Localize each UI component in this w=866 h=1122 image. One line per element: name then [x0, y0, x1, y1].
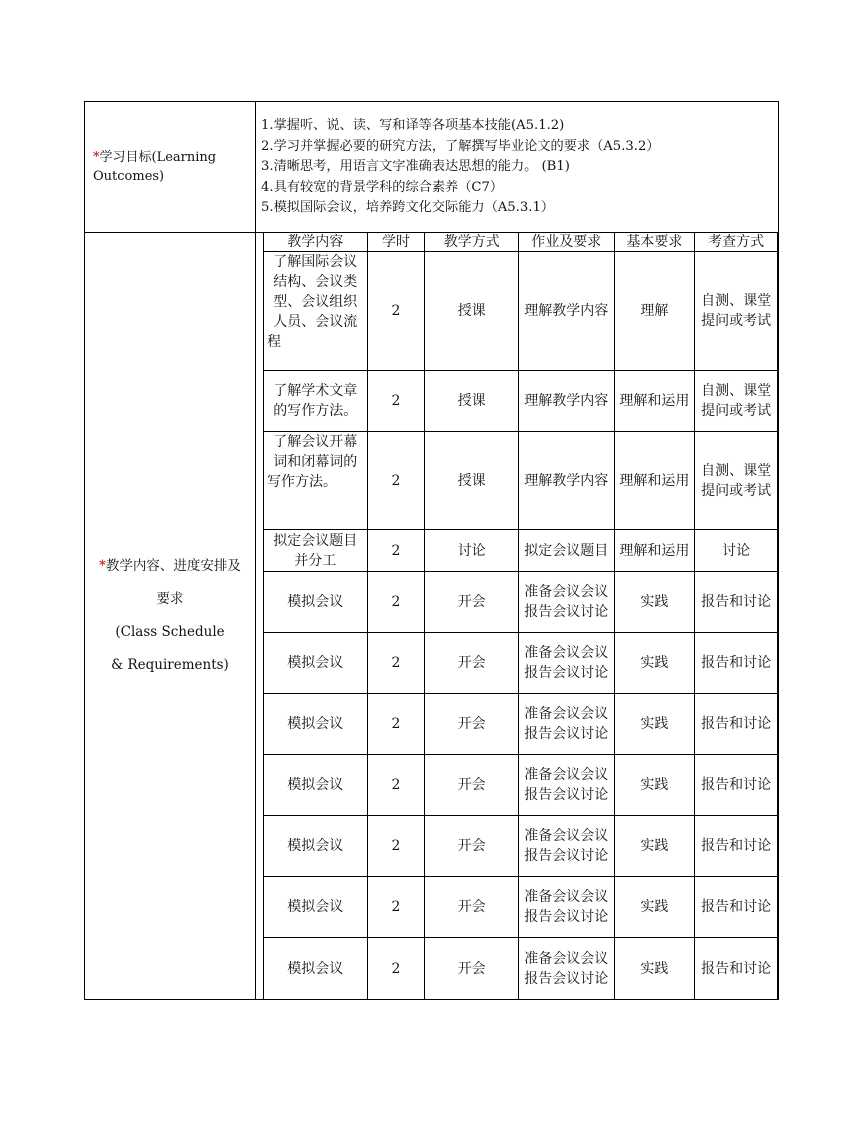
required-star: *	[99, 558, 106, 574]
learning-outcomes-row	[85, 102, 778, 233]
cell-method: 开会	[425, 816, 519, 877]
table-row	[264, 572, 778, 633]
cell-assessment: 报告和讨论	[695, 572, 778, 633]
cell-method: 授课	[425, 432, 519, 530]
table-row	[264, 694, 778, 755]
cell-homework: 准备会议会议报告会议讨论	[518, 755, 614, 816]
cell-content: 了解国际会议结构、会议类型、会议组织人员、会议流程	[264, 252, 368, 371]
cell-homework: 理解教学内容	[518, 252, 614, 371]
cell-assessment: 自测、课堂提问或考试	[695, 432, 778, 530]
cell-assessment: 报告和讨论	[695, 816, 778, 877]
cell-hours: 2	[367, 755, 425, 816]
cell-content: 模拟会议	[264, 755, 368, 816]
table-row	[264, 432, 778, 530]
cell-homework: 准备会议会议报告会议讨论	[518, 633, 614, 694]
cell-assessment: 报告和讨论	[695, 938, 778, 1000]
learning-outcomes-list	[261, 116, 774, 219]
table-row	[264, 252, 778, 371]
cell-content: 了解会议开幕词和闭幕词的写作方法。	[264, 432, 368, 530]
cell-basic: 理解和运用	[614, 432, 695, 530]
schedule-label-line2: 要求	[156, 591, 184, 607]
cell-assessment: 报告和讨论	[695, 633, 778, 694]
cell-content: 模拟会议	[264, 816, 368, 877]
cell-method: 开会	[425, 694, 519, 755]
cell-homework: 准备会议会议报告会议讨论	[518, 816, 614, 877]
cell-content: 模拟会议	[264, 694, 368, 755]
cell-homework: 准备会议会议报告会议讨论	[518, 694, 614, 755]
cell-hours: 2	[367, 252, 425, 371]
table-row	[264, 877, 778, 938]
outcome-item: 1.掌握听、说、读、写和译等各项基本技能(A5.1.2)	[261, 118, 565, 133]
outcome-item: 4.具有较宽的背景学科的综合素养（C7）	[261, 179, 504, 195]
cell-content: 模拟会议	[264, 938, 368, 1000]
outcome-item: 2.学习并掌握必要的研究方法，了解撰写毕业论文的要求（A5.3.2）	[261, 138, 660, 154]
schedule-table	[263, 233, 778, 1000]
cell-method: 授课	[425, 371, 519, 432]
cell-content: 拟定会议题目并分工	[264, 530, 368, 572]
required-star: *	[93, 150, 100, 165]
table-row	[264, 530, 778, 572]
cell-basic: 实践	[614, 633, 695, 694]
schedule-label-line1: 教学内容、进度安排及	[105, 558, 241, 574]
header-method: 教学方式	[425, 233, 519, 252]
cell-hours: 2	[367, 816, 425, 877]
cell-content: 了解学术文章的写作方法。	[264, 371, 368, 432]
learning-outcomes-label	[85, 102, 256, 232]
cell-assessment: 自测、课堂提问或考试	[695, 371, 778, 432]
cell-homework: 拟定会议题目	[518, 530, 614, 572]
cell-homework: 理解教学内容	[518, 432, 614, 530]
cell-hours: 2	[367, 694, 425, 755]
outcome-item: 5.模拟国际会议，培养跨文化交际能力（A5.3.1）	[261, 200, 555, 215]
cell-hours: 2	[367, 530, 425, 572]
cell-basic: 实践	[614, 877, 695, 938]
table-row	[264, 938, 778, 1000]
table-row	[264, 371, 778, 432]
table-row	[264, 633, 778, 694]
cell-basic: 实践	[614, 816, 695, 877]
schedule-label	[85, 233, 256, 999]
cell-hours: 2	[367, 938, 425, 1000]
learning-outcomes-label-line2: Outcomes)	[93, 169, 165, 184]
cell-homework: 准备会议会议报告会议讨论	[518, 877, 614, 938]
cell-method: 授课	[425, 252, 519, 371]
cell-hours: 2	[367, 432, 425, 530]
cell-method: 开会	[425, 877, 519, 938]
cell-hours: 2	[367, 572, 425, 633]
header-homework: 作业及要求	[518, 233, 614, 252]
cell-homework: 理解教学内容	[518, 371, 614, 432]
syllabus-table	[84, 101, 779, 1000]
cell-basic: 理解和运用	[614, 530, 695, 572]
cell-assessment: 报告和讨论	[695, 755, 778, 816]
cell-homework: 准备会议会议报告会议讨论	[518, 938, 614, 1000]
schedule-header-row	[264, 233, 778, 252]
header-basic: 基本要求	[614, 233, 695, 252]
cell-method: 开会	[425, 633, 519, 694]
cell-basic: 理解	[614, 252, 695, 371]
cell-method: 开会	[425, 938, 519, 1000]
schedule-label-line3: (Class Schedule	[115, 624, 225, 640]
cell-basic: 实践	[614, 755, 695, 816]
header-hours: 学时	[367, 233, 425, 252]
table-row	[264, 755, 778, 816]
cell-content: 模拟会议	[264, 633, 368, 694]
cell-basic: 实践	[614, 938, 695, 1000]
header-assessment: 考查方式	[695, 233, 778, 252]
cell-basic: 理解和运用	[614, 371, 695, 432]
schedule-label-line4: & Requirements)	[111, 657, 229, 673]
cell-hours: 2	[367, 371, 425, 432]
cell-content: 模拟会议	[264, 572, 368, 633]
cell-homework: 准备会议会议报告会议讨论	[518, 572, 614, 633]
cell-content: 模拟会议	[264, 877, 368, 938]
cell-method: 开会	[425, 572, 519, 633]
header-content: 教学内容	[264, 233, 368, 252]
cell-basic: 实践	[614, 694, 695, 755]
cell-hours: 2	[367, 633, 425, 694]
table-row	[264, 816, 778, 877]
cell-assessment: 报告和讨论	[695, 694, 778, 755]
cell-method: 讨论	[425, 530, 519, 572]
schedule-table-wrap	[263, 233, 778, 1000]
cell-method: 开会	[425, 755, 519, 816]
cell-assessment: 自测、课堂提问或考试	[695, 252, 778, 371]
cell-hours: 2	[367, 877, 425, 938]
cell-assessment: 讨论	[695, 530, 778, 572]
cell-basic: 实践	[614, 572, 695, 633]
outcome-item: 3.清晰思考，用语言文字准确表达思想的能力。 (B1)	[261, 159, 570, 174]
learning-outcomes-label-line1: 学习目标(Learning	[99, 150, 217, 165]
cell-assessment: 报告和讨论	[695, 877, 778, 938]
